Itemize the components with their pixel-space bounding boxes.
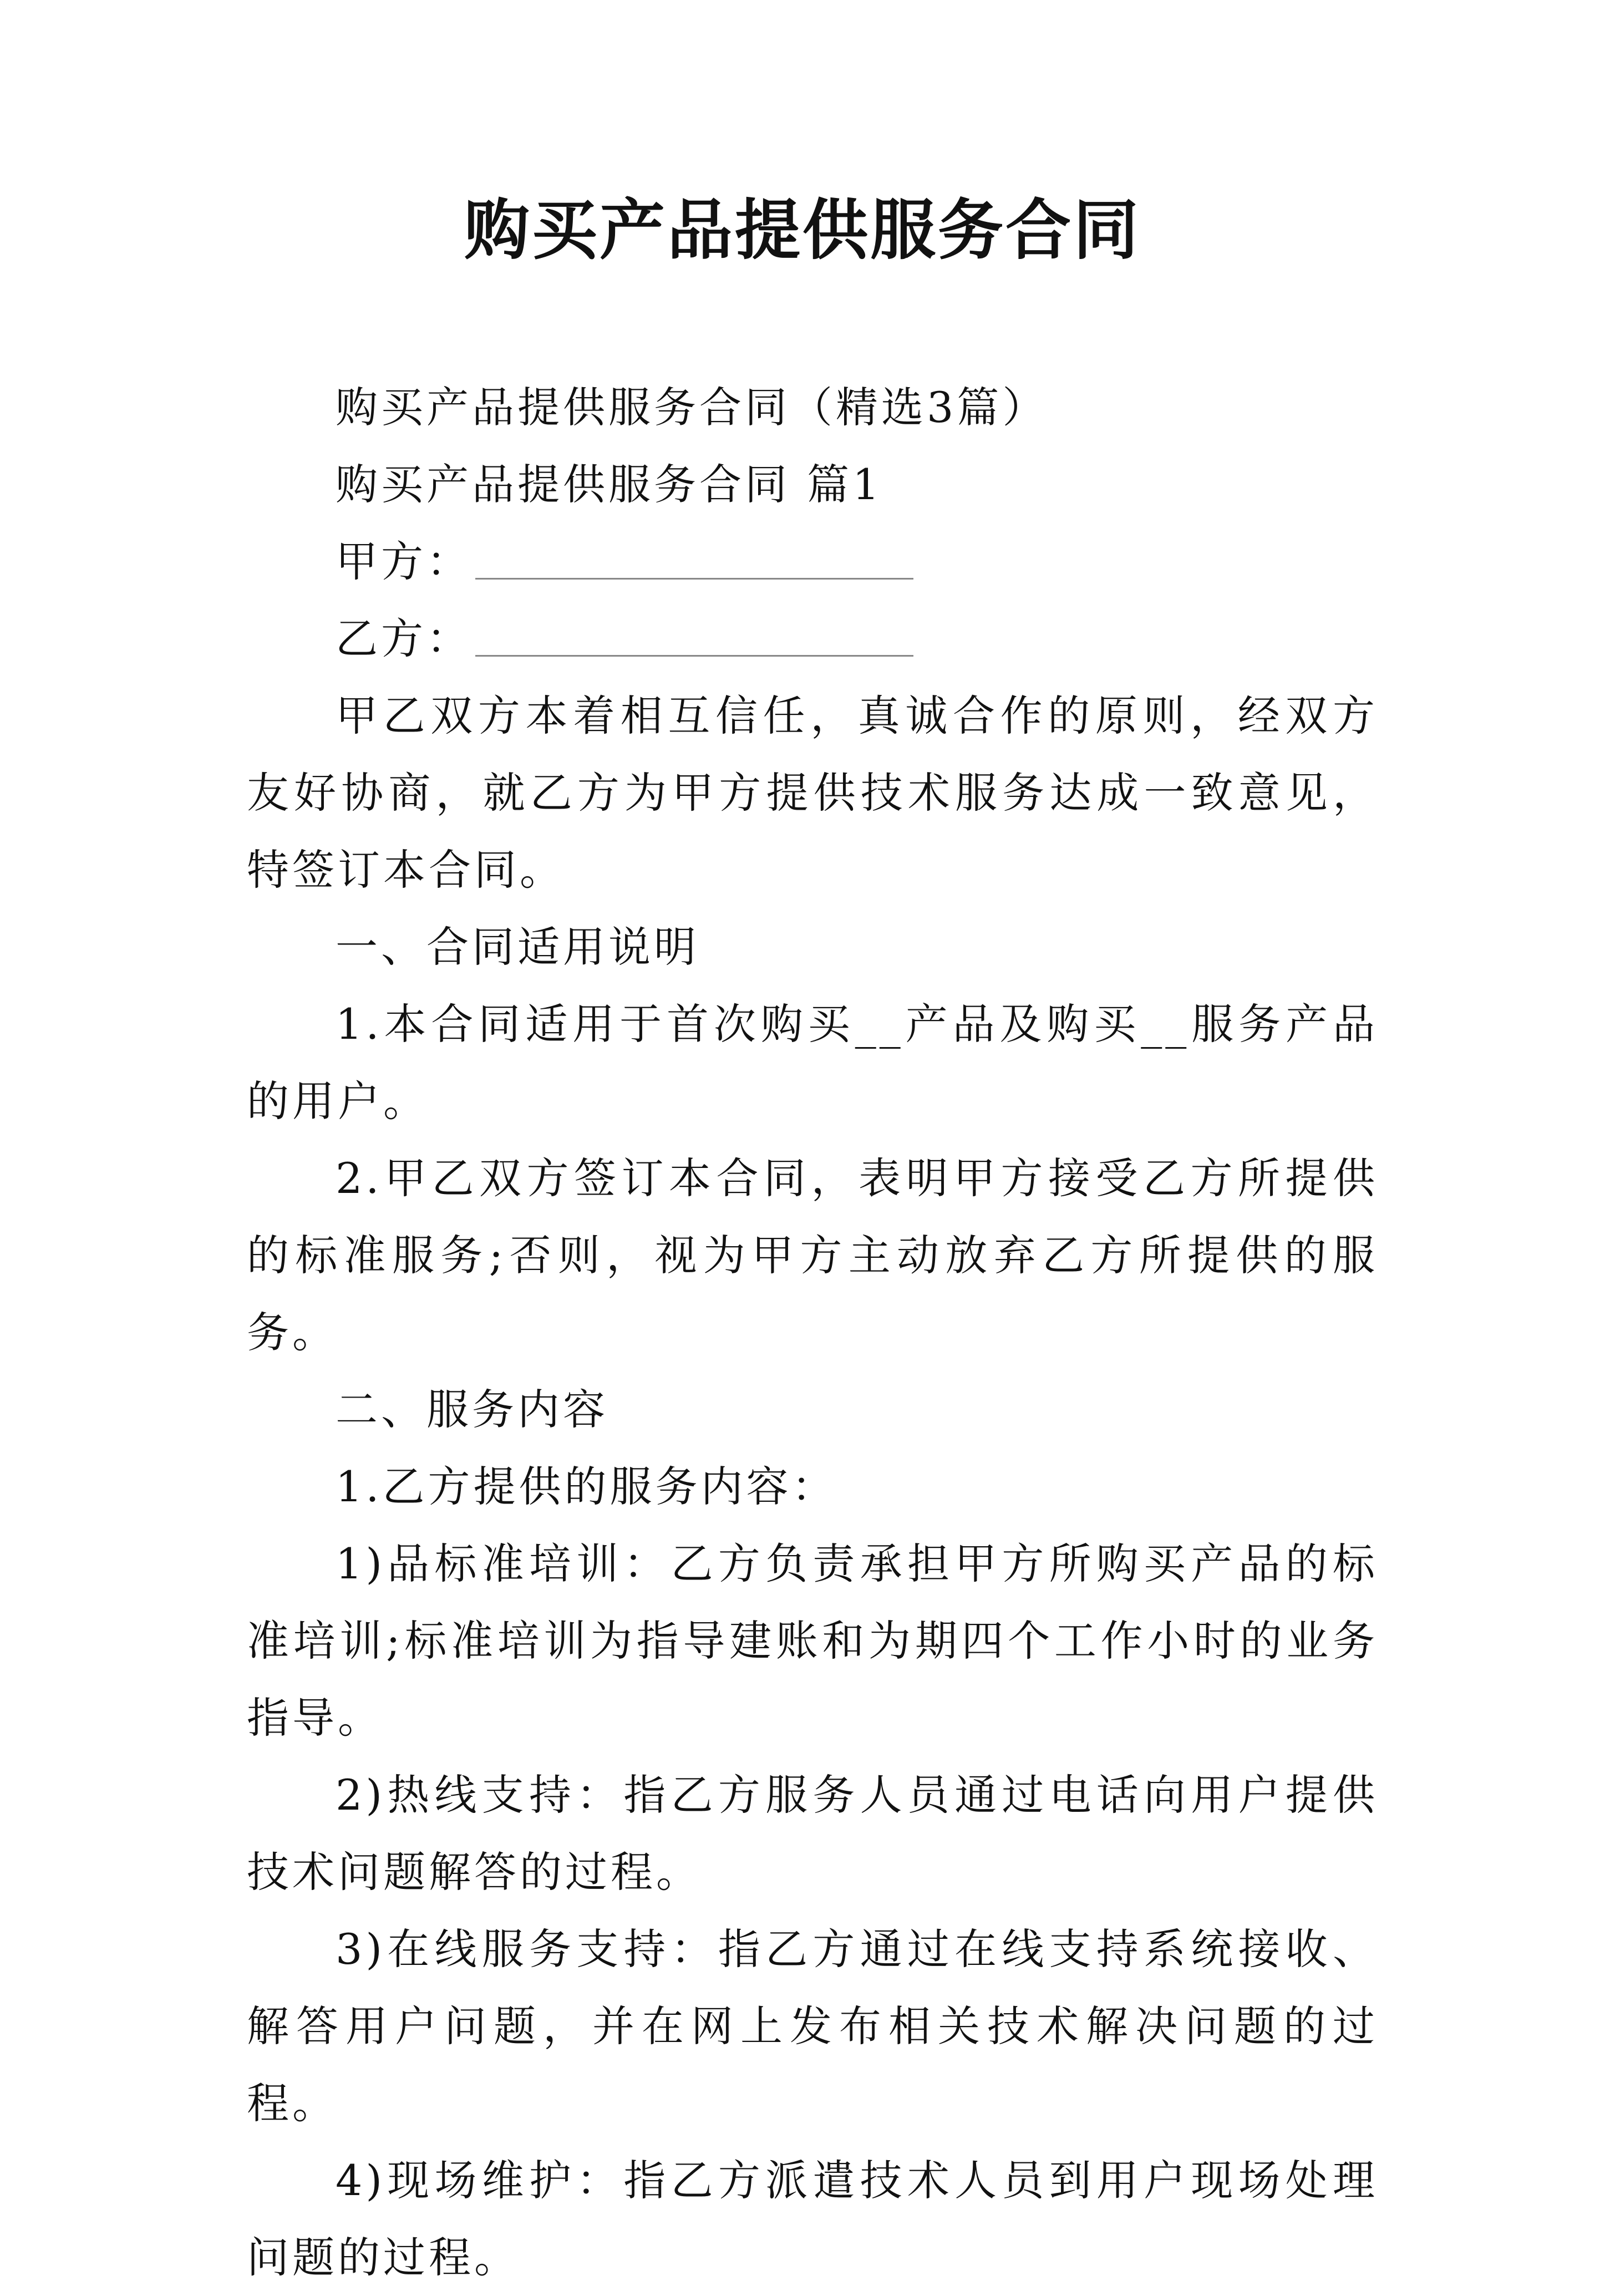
party-a-line	[247, 523, 1378, 600]
service-item-1: 1)品标准培训：乙方负责承担甲方所购买产品的标准培训;标准培训为指导建账和为期四个工作小时的业务指导。	[247, 1539, 1378, 1743]
section-heading-1: 一、合同适用说明	[336, 922, 699, 972]
paragraph-intro: 甲乙双方本着相互信任，真诚合作的原则，经双方友好协商，就乙方为甲方提供技术服务达成一致意见，特签订本合同。	[247, 691, 1378, 895]
party-b-label: 乙方：	[336, 614, 472, 663]
party-a-blank	[475, 536, 913, 580]
document-title: 购买产品提供服务合同	[464, 191, 1141, 268]
clause-1-1: 1.本合同适用于首次购买__产品及购买__服务产品的用户。	[247, 999, 1378, 1126]
part-heading: 购买产品提供服务合同 篇1	[336, 460, 883, 509]
clause-2-1: 1.乙方提供的服务内容：	[336, 1462, 837, 1511]
document-body	[247, 369, 1378, 2296]
subtitle: 购买产品提供服务合同（精选3篇）	[336, 383, 1048, 432]
party-b-line	[247, 600, 1378, 677]
party-a-label: 甲方：	[336, 537, 472, 586]
section-heading-2: 二、服务内容	[336, 1385, 608, 1434]
clause-1-2: 2.甲乙双方签订本合同，表明甲方接受乙方所提供的标准服务;否则，视为甲方主动放弃乙方所提供的服务。	[247, 1154, 1378, 1357]
service-item-3: 3)在线服务支持：指乙方通过在线支持系统接收、解答用户问题，并在网上发布相关技术解决问题的过程。	[247, 1924, 1378, 2128]
party-b-blank	[475, 613, 913, 657]
service-item-4: 4)现场维护：指乙方派遣技术人员到用户现场处理问题的过程。	[247, 2156, 1378, 2282]
service-item-2: 2)热线支持：指乙方服务人员通过电话向用户提供技术问题解答的过程。	[247, 1770, 1378, 1897]
